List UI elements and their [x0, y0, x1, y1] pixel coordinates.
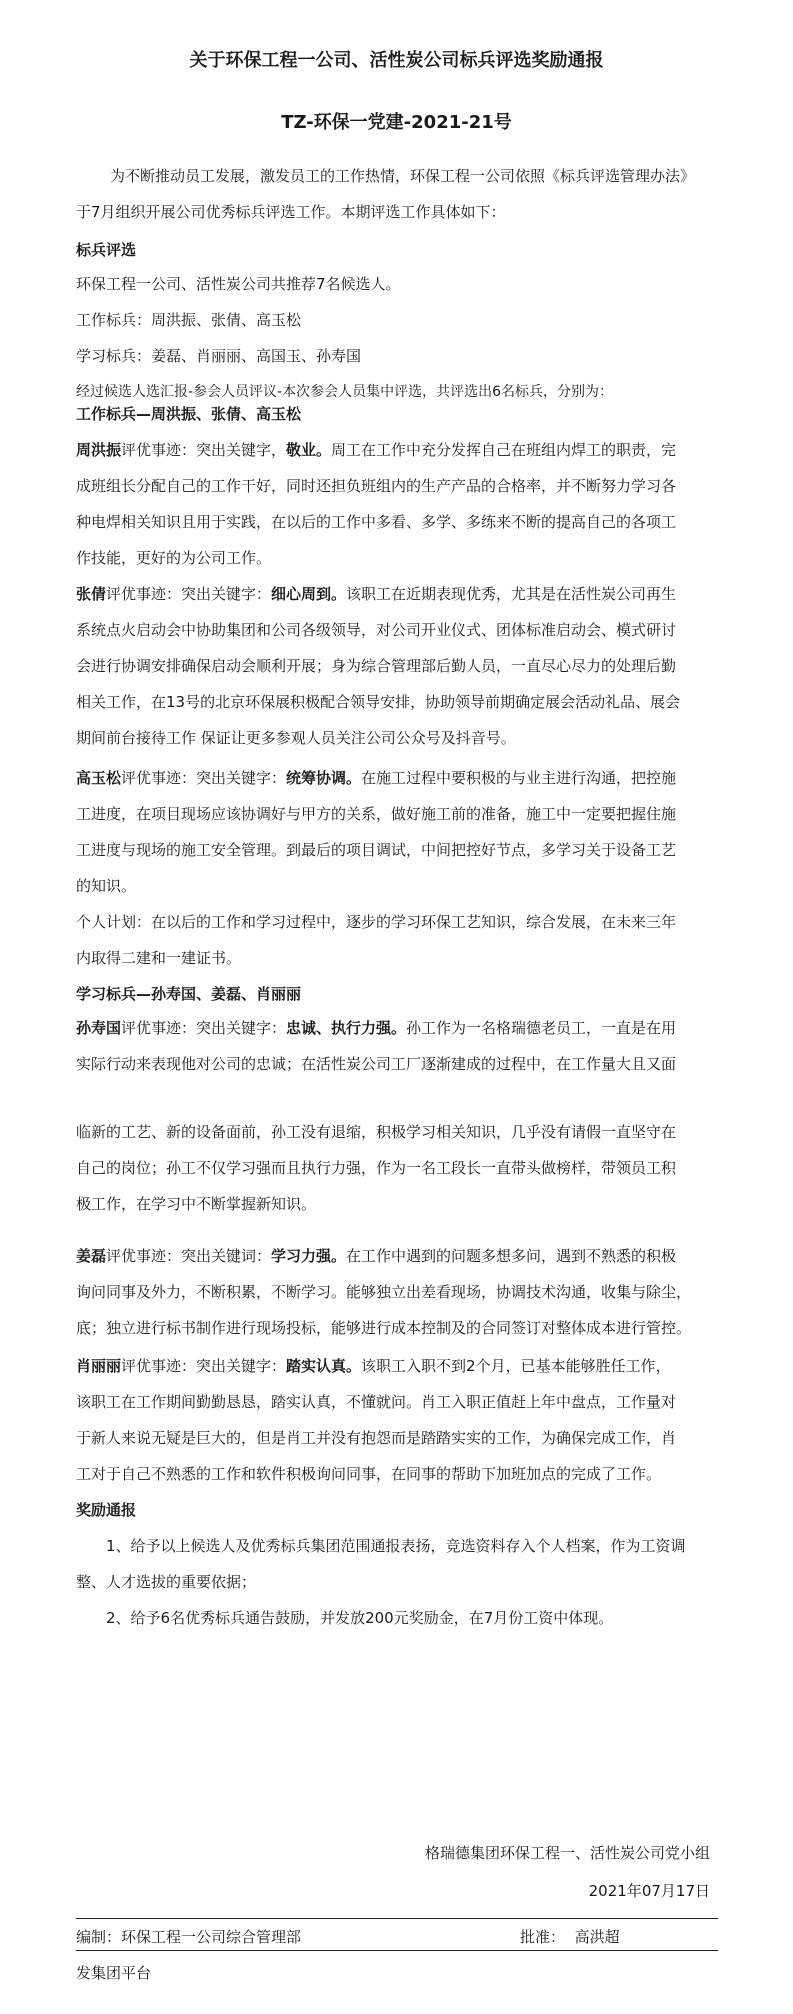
gao-line-2: 工进度，在项目现场应该协调好与甲方的关系，做好施工前的准备，施工中一定要把握住施: [76, 805, 677, 823]
approver-value: 高洪超: [574, 1928, 620, 1946]
zhou-name: 周洪振: [76, 441, 122, 459]
footer-bottom-rule: [76, 1950, 718, 1951]
sun-line-5: 极工作，在学习中不断掌握新知识。: [76, 1195, 317, 1213]
sun-line-2: 实际行动来表现他对公司的忠诚；在活性炭公司工厂逐渐建成的过程中，在工作量大且又面: [76, 1055, 677, 1073]
xiao-keyword: 踏实认真。: [286, 1357, 362, 1375]
zhang-paragraph-first-line: 张倩评优事迹：突出关键字：细心周到。该职工在近期表现优秀，尤其是在活性炭公司再生: [76, 585, 677, 603]
zhou-paragraph-first-line: 周洪振评优事迹：突出关键字，敬业。周工在工作中充分发挥自己在班组内焊工的职责，完: [76, 441, 677, 459]
award-line-2: 整、人才选拔的重要依据；: [76, 1573, 257, 1591]
jiang-paragraph-first-line: 姜磊评优事迹：突出关键词：学习力强。在工作中遇到的问题多想多问，遇到不熟悉的积极: [76, 1247, 677, 1265]
award-line-3: 2、给予6名优秀标兵通告鼓励，并发放200元奖励金，在7月份工资中体现。: [106, 1609, 614, 1627]
signature-date: 2021年07月17日: [588, 1882, 710, 1900]
gao-plan-line-2: 内取得二建和一建证书。: [76, 949, 242, 967]
document-number: TZ-环保一党建-2021-21号: [281, 112, 512, 133]
zhang-line-5: 期间前台接待工作 保证让更多参观人员关注公司公众号及抖音号。: [76, 729, 516, 747]
zhou-line-2: 成班组长分配自己的工作干好，同时还担负班组内的生产产品的合格率，并不断努力学习各: [76, 477, 677, 495]
gao-paragraph-first-line: 高玉松评优事迹：突出关键字：统筹协调。在施工过程中要积极的与业主进行沟通，把控施: [76, 769, 677, 787]
selection-line-1: 环保工程一公司、活性炭公司共推荐7名候选人。: [76, 275, 401, 293]
intro-line-1: 为不断推动员工发展，激发员工的工作热情，环保工程一公司依照《标兵评选管理办法》: [110, 167, 696, 185]
zhang-line-2: 系统点火启动会中协助集团和公司各级领导，对公司开业仪式、团体标准启动会、模式研讨: [76, 621, 677, 639]
xiao-line-3: 于新人来说无疑是巨大的，但是肖工并没有抱怨而是踏踏实实的工作，为确保完成工作，肖: [76, 1429, 677, 1447]
xiao-name: 肖丽丽: [76, 1357, 122, 1375]
jiang-line-2: 询问同事及外力，不断积累，不断学习。能够独立出差看现场，协调技术沟通，收集与除尘，: [76, 1283, 692, 1301]
footer-approver: [520, 1926, 620, 1947]
gao-line-4: 的知识。: [76, 877, 137, 895]
zhou-line-4: 作技能，更好的为公司工作。: [76, 549, 272, 567]
selection-line-2: 工作标兵：周洪振、张倩、高玉松: [76, 311, 302, 329]
gao-line-3: 工进度与现场的施工安全管理。到最后的项目调试，中间把控好节点，多学习关于设备工艺: [76, 841, 677, 859]
zhang-name: 张倩: [76, 585, 107, 603]
sun-paragraph-first-line: 孙寿国评优事迹：突出关键字：忠诚、执行力强。孙工作为一名格瑞德老员工，一直是在用: [76, 1019, 677, 1037]
xiao-paragraph-first-line: 肖丽丽评优事迹：突出关键字：踏实认真。该职工入职不到2个月，已基本能够胜任工作，: [76, 1357, 671, 1375]
gao-keyword: 统筹协调。: [286, 769, 362, 787]
sun-name: 孙寿国: [76, 1019, 122, 1037]
footer-distribution: 发集团平台: [76, 1964, 152, 1982]
gao-name: 高玉松: [76, 769, 122, 787]
editor-value: 环保工程一公司综合管理部: [121, 1928, 302, 1946]
section-heading-selection: 标兵评选: [76, 241, 137, 259]
zhou-line-3: 种电焊相关知识且用于实践，在以后的工作中多看、多学、多练来不断的提高自己的各项工: [76, 513, 677, 531]
jiang-keyword: 学习力强。: [271, 1247, 347, 1265]
sun-keyword: 忠诚、执行力强。: [286, 1019, 407, 1037]
document-title: 关于环保工程一公司、活性炭公司标兵评选奖励通报: [189, 50, 604, 71]
editor-label: 编制：: [76, 1928, 122, 1946]
sun-line-3: 临新的工艺、新的设备面前，孙工没有退缩，积极学习相关知识，几乎没有请假一直坚守在: [76, 1123, 677, 1141]
selection-line-3: 学习标兵：姜磊、肖丽丽、高国玉、孙寿国: [76, 347, 362, 365]
jiang-line-3: 底；独立进行标书制作进行现场投标，能够进行成本控制及的合同签订对整体成本进行管控。: [76, 1319, 692, 1337]
zhou-keyword: 敬业。: [286, 441, 332, 459]
approver-label: 批准：: [520, 1928, 566, 1946]
gao-plan-line-1: 个人计划：在以后的工作和学习过程中，逐步的学习环保工艺知识，综合发展，在未来三年: [76, 913, 677, 931]
zhang-keyword: 细心周到。: [271, 585, 347, 603]
award-heading: 奖励通报: [76, 1501, 137, 1519]
award-line-1: 1、给予以上候选人及优秀标兵集团范围通报表扬，竞选资料存入个人档案，作为工资调: [106, 1537, 686, 1555]
footer-top-rule: [76, 1918, 718, 1919]
footer-editor: [76, 1926, 301, 1947]
zhang-line-4: 相关工作，在13号的北京环保展积极配合领导安排，协助领导前期确定展会活动礼品、展会: [76, 693, 681, 711]
sun-line-4: 自己的岗位；孙工不仅学习强而且执行力强，作为一名工段长一直带头做榜样，带领员工积: [76, 1159, 677, 1177]
zhang-line-3: 会进行协调安排确保启动会顺利开展；身为综合管理部后勤人员，一直尽心尽力的处理后勤: [76, 657, 677, 675]
intro-line-2: 于7月组织开展公司优秀标兵评选工作。本期评选工作具体如下：: [76, 203, 506, 221]
jiang-name: 姜磊: [76, 1247, 107, 1265]
selection-line-4: 经过候选人选汇报-参会人员评议-本次参会人员集中评选，共评选出6名标兵，分别为：: [76, 384, 614, 400]
study-model-heading: 学习标兵—孙寿国、姜磊、肖丽丽: [76, 985, 302, 1003]
work-model-heading: 工作标兵—周洪振、张倩、高玉松: [76, 405, 302, 423]
xiao-line-2: 该职工在工作期间勤勤恳恳，踏实认真，不懂就问。肖工入职正值赶上年中盘点，工作量对: [76, 1393, 677, 1411]
xiao-line-4: 工对于自己不熟悉的工作和软件积极询问同事，在同事的帮助下加班加点的完成了工作。: [76, 1465, 662, 1483]
signature-org: 格瑞德集团环保工程一、活性炭公司党小组: [424, 1844, 710, 1862]
